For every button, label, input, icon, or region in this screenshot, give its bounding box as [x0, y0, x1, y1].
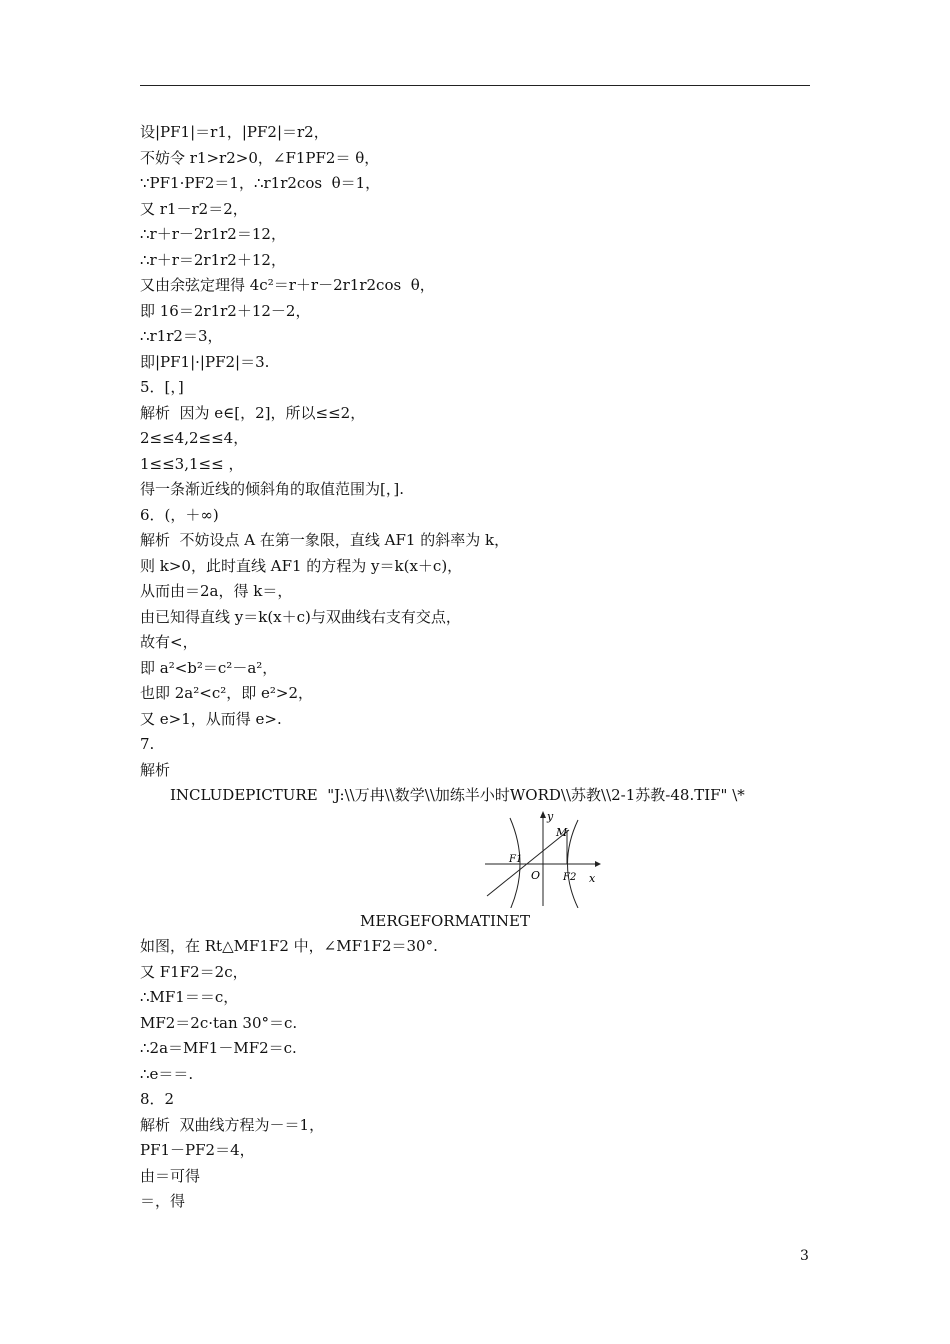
- hyperbola-diagram: [485, 808, 605, 908]
- solution-text-block-b: [140, 934, 820, 1215]
- hyperbola-figure: [140, 809, 820, 909]
- focus-f2-label: F2: [563, 871, 577, 883]
- text-line: 解析 因为 e∈[，2]，所以≤≤2，: [140, 403, 366, 422]
- text-line: 8．2: [140, 1090, 175, 1108]
- text-line: 6．(，＋∞): [140, 505, 219, 524]
- x-axis-arrow: [595, 861, 601, 867]
- text-line: ∴2a＝MF1－MF2＝c.: [140, 1039, 297, 1057]
- text-line: ∴r＋r－2r1r2＝12，: [140, 225, 286, 243]
- text-line: ＝，得: [140, 1192, 186, 1210]
- text-line: PF1－PF2＝4，: [140, 1141, 255, 1159]
- text-line: 即|PF1|·|PF2|＝3.: [140, 352, 270, 371]
- text-line: ∴MF1＝＝c，: [140, 988, 239, 1006]
- text-line: ∴r＋r＝2r1r2＋12，: [140, 250, 286, 269]
- origin-o-label: O: [531, 868, 541, 882]
- focus-f1-label: F1: [509, 853, 523, 865]
- text-line: 5．[，]: [140, 378, 184, 396]
- text-line: 又 F1F2＝2c，: [140, 962, 248, 981]
- text-line: ∴r1r2＝3，: [140, 327, 223, 345]
- text-line: 又由余弦定理得 4c²＝r＋r－2r1r2cos θ，: [140, 276, 435, 294]
- text-line: 又 r1－r2＝2，: [140, 199, 248, 218]
- y-axis-label: y: [547, 809, 554, 823]
- text-line: 解析 不妨设点 A 在第一象限，直线 AF1 的斜率为 k，: [140, 531, 510, 549]
- text-line: 又 e>1，从而得 e>.: [140, 709, 282, 728]
- page-body: [140, 120, 820, 1215]
- text-line: 7.: [140, 735, 155, 753]
- text-line: 则 k>0，此时直线 AF1 的方程为 y＝k(x＋c)，: [140, 556, 463, 575]
- text-line: 不妨令 r1>r2>0，∠F1PF2＝ θ，: [140, 148, 380, 167]
- text-line: ∵PF1·PF2＝1，∴r1r2cos θ＝1，: [140, 174, 381, 192]
- text-line: 设|PF1|＝r1，|PF2|＝r2，: [140, 123, 329, 141]
- header-rule: [140, 85, 810, 86]
- text-line: 解析: [140, 760, 171, 779]
- text-line: 从而由＝2a，得 k＝，: [140, 582, 293, 600]
- x-axis-label: x: [589, 871, 596, 885]
- text-line: 也即 2a²<c²，即 e²>2，: [140, 684, 314, 702]
- text-line: MF2＝2c·tan 30°＝c.: [140, 1013, 298, 1032]
- solution-text-block-a: [140, 120, 820, 783]
- text-line: 由＝可得: [140, 1166, 201, 1185]
- text-line: 解析 双曲线方程为－＝1，: [140, 1115, 325, 1134]
- line-mf1: [487, 830, 569, 896]
- text-line: ∴e＝＝.: [140, 1064, 194, 1083]
- text-line: 得一条渐近线的倾斜角的取值范围为[，].: [140, 480, 404, 498]
- y-axis-arrow: [540, 811, 546, 818]
- mergeformat-field-code: MERGEFORMATINET: [360, 911, 530, 930]
- text-line: 如图，在 Rt△MF1F2 中，∠MF1F2＝30°.: [140, 937, 438, 955]
- point-m-label: M: [556, 825, 568, 839]
- page-number: 3: [800, 1248, 809, 1264]
- text-line: 故有<，: [140, 633, 198, 651]
- text-line: 1≤≤3,1≤≤ ，: [140, 454, 244, 473]
- text-line: 即 a²<b²＝c²－a²，: [140, 658, 278, 677]
- text-line: 由已知得直线 y＝k(x＋c)与双曲线右支有交点，: [140, 607, 461, 626]
- text-line: 即 16＝2r1r2＋12－2，: [140, 301, 311, 320]
- includepicture-field-code: INCLUDEPICTURE "J:\\万冉\\数学\\加练半小时WORD\\苏教\\2-1苏教-48.TIF" \*: [170, 786, 745, 804]
- text-line: 2≤≤4,2≤≤4，: [140, 429, 249, 447]
